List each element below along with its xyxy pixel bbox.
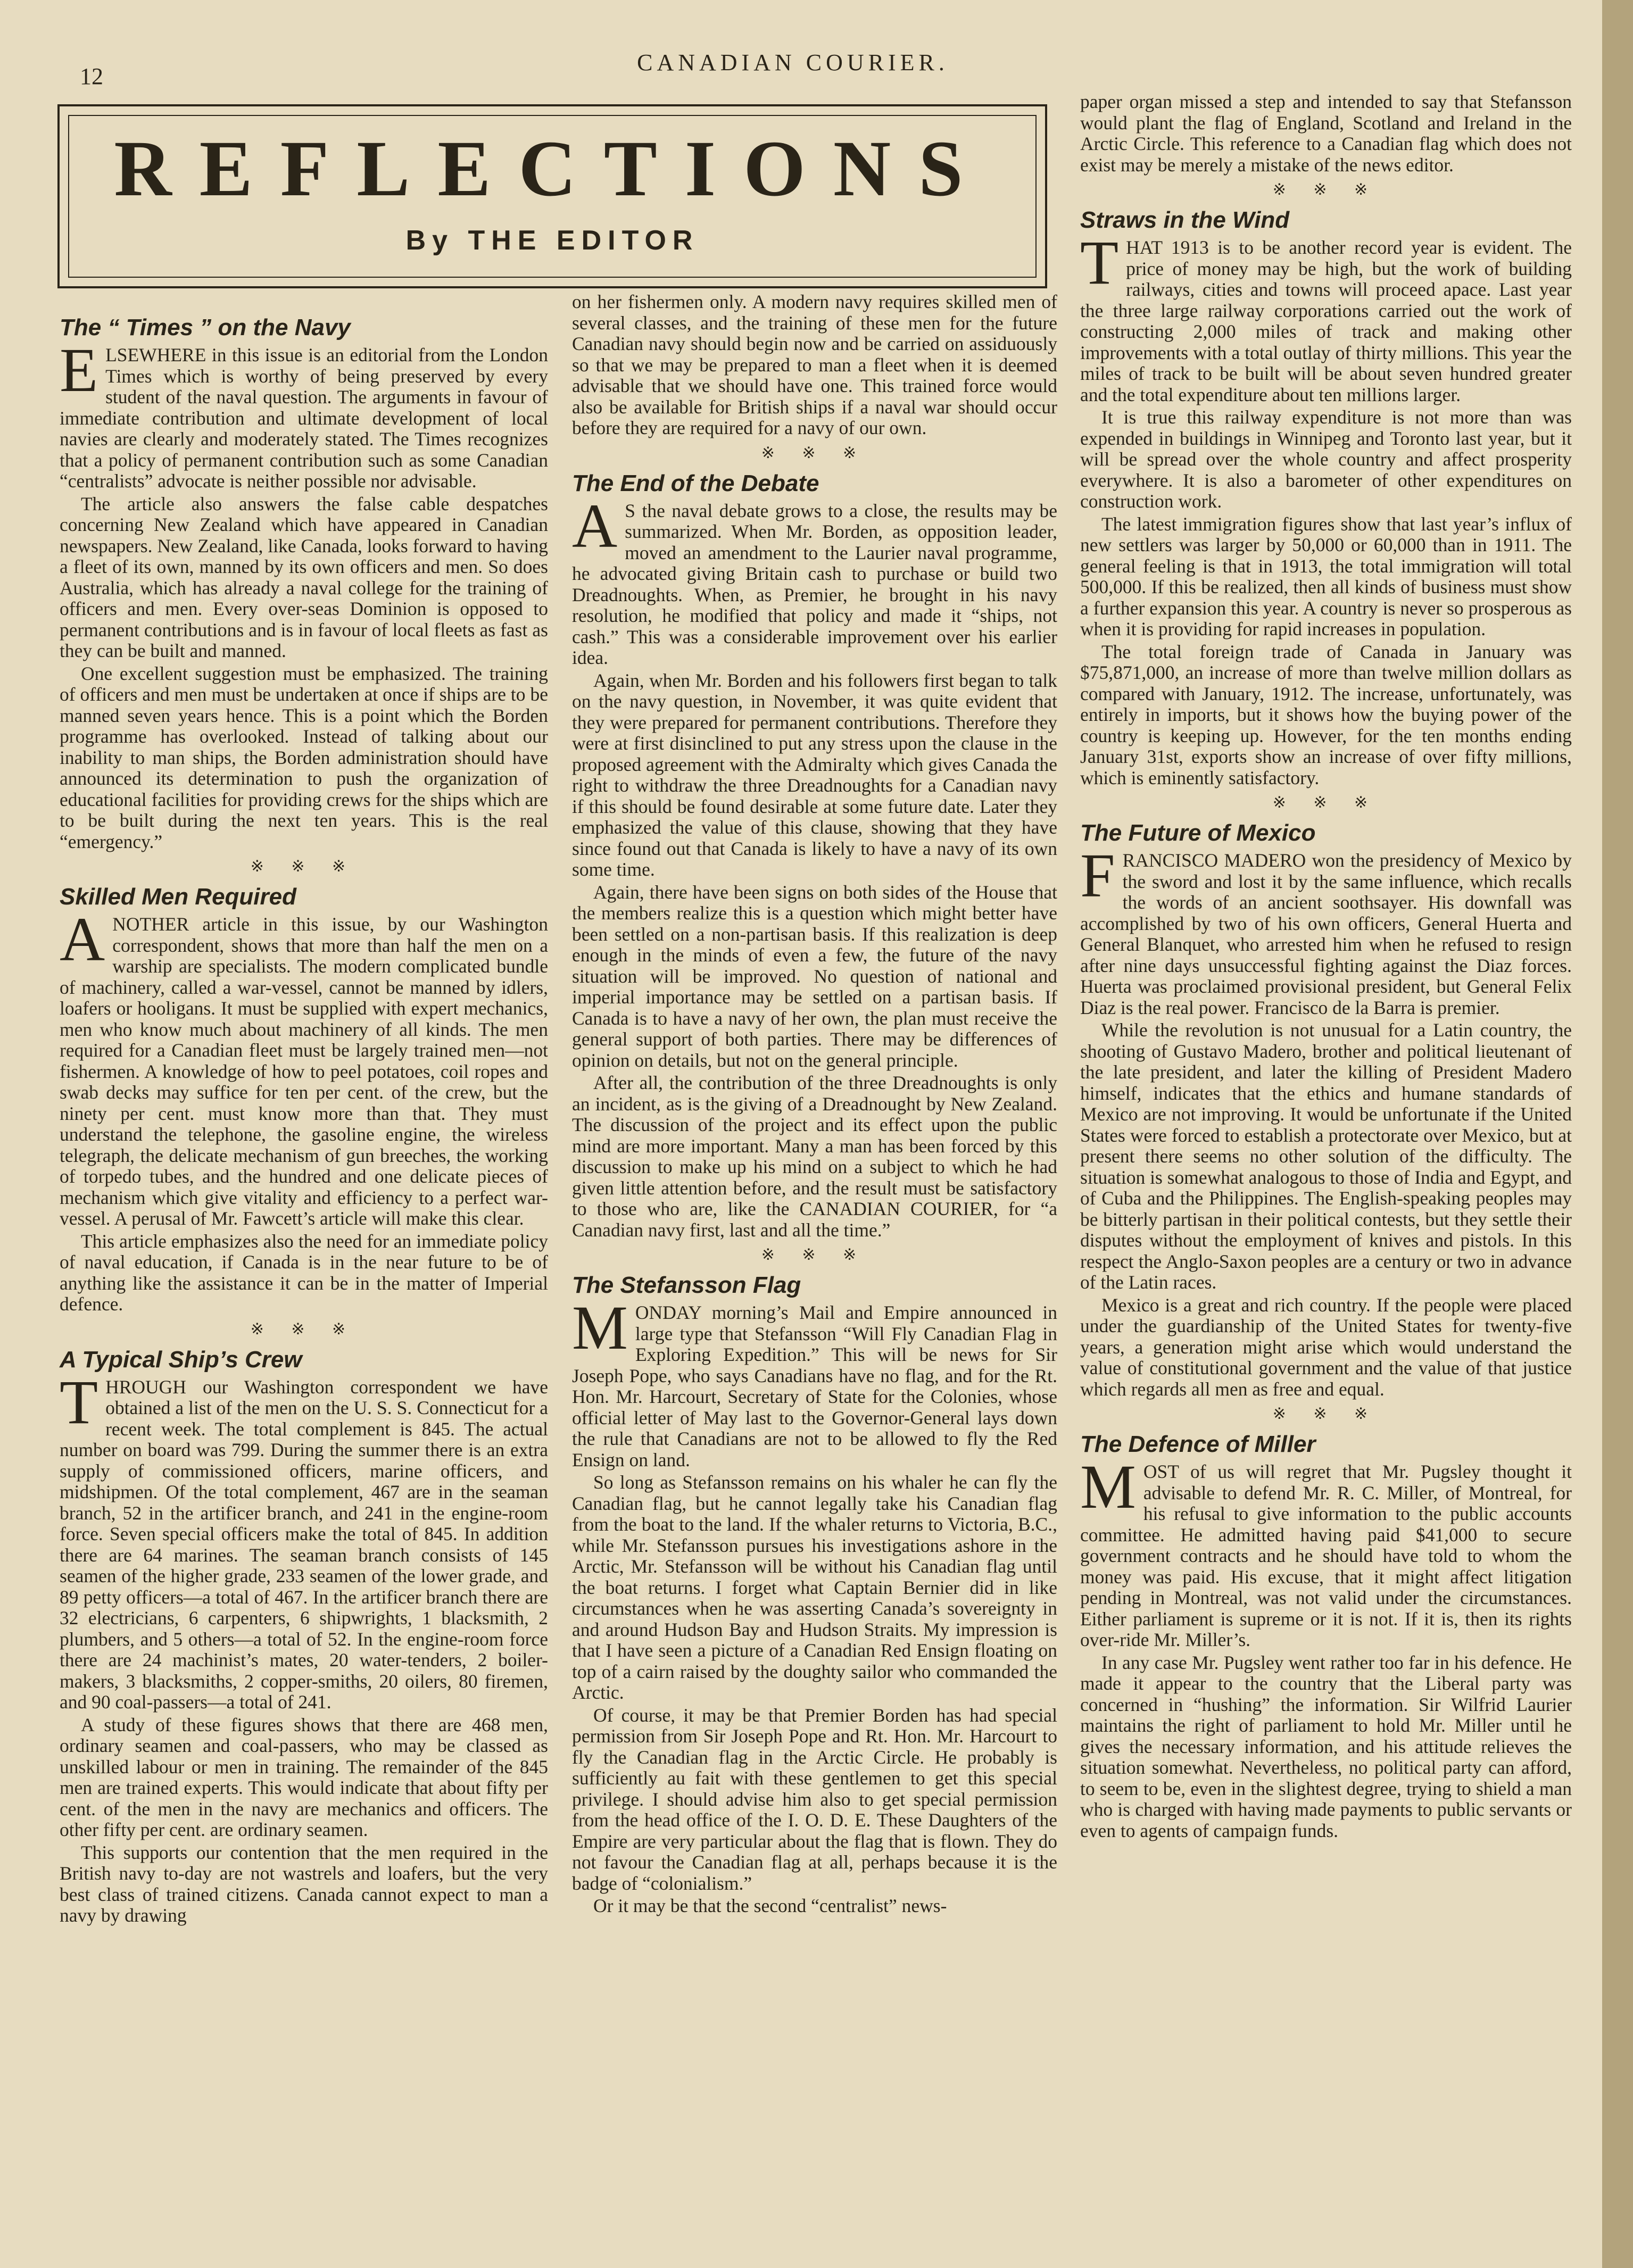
masthead-title: REFLECTIONS [114, 124, 991, 213]
column-middle [572, 292, 1057, 1918]
heading-end-debate: The End of the Debate [572, 470, 819, 496]
paragraph: In any case Mr. Pugsley went rather too far in his defence. He made it appear to the country that the Liberal party was concerned in “hushing” the information. Sir Wilfrid Laurier maintains the right of parliament to hold Mr. Miller until he gives the necessary information, and his attitude relieves the situation somewhat. Nevertheless, no political party can afford, to seem to be, even in the slightest degree, trying to shield a man who is charged with having made payments to public servants or even to agents of campaign funds. [1080, 1651, 1572, 1841]
heading-ships-crew: A Typical Ship’s Crew [60, 1346, 302, 1373]
page-number: 12 [80, 63, 103, 89]
section-divider: ※ ※ ※ [250, 1320, 358, 1338]
paragraph: MOST of us will regret that Mr. Pugsley thought it advisable to defend Mr. R. C. Miller, of Montreal, for his refusal to give information to the public accounts committee. He admitted having paid $41,000 to secure government contracts and he should have told to whom the money was paid. His excuse, that it might affect litigation pending in Montreal, was not valid under the circumstances. Either parliament is supreme or it is not. If it is, then its rights over-ride Mr. Miller’s. [1080, 1452, 1572, 1650]
section-divider: ※ ※ ※ [250, 858, 358, 875]
paragraph: The total foreign trade of Canada in January was $75,871,000, an increase of more than twelve million dollars as compared with January, 1912. The increase, unfortunately, was entirely in imports, but it shows how the buying power of the country is keeping up. However, for the ten months ending January 31st, exports show an increase of over fifty millions, which is eminently satisfactory. [1080, 641, 1572, 788]
paragraph: Of course, it may be that Premier Borden has had special permission from Sir Joseph Pope and Rt. Hon. Mr. Harcourt to fly the Canadian flag in the Arctic Circle. He probably is sufficiently au fait with these gentlemen to get this special privilege. I should advise him also to get special permission from the head office of the I. O. D. E. These Daughters of the Empire are very particular about the flag that is flown. They do not favour the Canadian flag at all, perhaps because it is the badge of “colonialism.” [572, 1704, 1057, 1894]
running-head: CANADIAN COURIER. [637, 49, 949, 76]
paragraph: The latest immigration figures show that last year’s influx of new settlers was larger by 50,000 or 60,000 than in 1911. The general feeling is that in 1913, the total immigration will total 500,000. If this be realized, then all kinds of business must show a further expansion this year. A country is never so prosperous as when it is providing for rapid increases in population. [1080, 513, 1572, 639]
heading-future-mexico: The Future of Mexico [1080, 820, 1316, 846]
section-divider: ※ ※ ※ [1272, 1405, 1380, 1423]
heading-times-navy: The “ Times ” on the Navy [60, 314, 351, 340]
paragraph: on her fishermen only. A modern navy requires skilled men of several classes, and the training of these men for the future Canadian navy should begin now and be carried on assiduously so that we may be prepared to man a fleet when it is deemed advisable that we should have one. This trained force would also be available for British ships if a naval war should occur before they are required for a navy of our own. [572, 291, 1057, 438]
paragraph: MONDAY morning’s Mail and Empire announced in large type that Stefansson “Will Fly Canadian Flag in Exploring Expedition.” This will be news for Sir Joseph Pope, who says Canadians have no flag, and for the Rt. Hon. Mr. Harcourt, Secretary of State for the Colonies, whose official letter of May last to the Governor-General lays down the rule that Canadians are not to be allowed to fly the Red Ensign on land. [572, 1293, 1057, 1471]
paragraph: THROUGH our Washington correspondent we have obtained a list of the men on the U. S. S. Connecticut for a recent week. The total complement is 845. The actual number on board was 799. During the summer there is an extra supply of commissioned officers, marine officers, and midshipmen. Of the total complement, 467 are in the seaman branch, 52 in the artificer branch, and 241 in the engine-room force. Seven special officers make the total of 845. In addition there are 64 marines. The seaman branch consists of 145 seamen of the higher grade, 233 seamen of the lower grade, and 89 petty officers—a total of 467. In the artificer branch there are 32 electricians, 6 carpenters, 6 shipwrights, 1 blacksmith, 2 plumbers, and 5 others—a total of 52. In the engine-room force there are 24 machinist’s mates, 20 water-tenders, 2 boiler-makers, 3 blacksmiths, 2 copper-smiths, 20 oilers, 80 firemen, and 90 coal-passers—a total of 241. [60, 1367, 548, 1713]
paragraph: ELSEWHERE in this issue is an editorial from the London Times which is worthy of being preserved by every student of the naval question. The arguments in favour of immediate contribution and ultimate development of local navies are clearly and moderately stated. The Times recognizes that a policy of permanent contribution such as some Canadian “centralists” advocate is neither possible nor advisable. [60, 335, 548, 492]
column-right [1080, 92, 1572, 1843]
heading-defence-miller: The Defence of Miller [1080, 1431, 1316, 1457]
paragraph: This supports our contention that the men required in the British navy to-day are not wastrels and loafers, but the very best class of trained citizens. Canada cannot expect to man a navy by drawing [60, 1841, 548, 1926]
section-divider: ※ ※ ※ [1272, 181, 1380, 198]
paragraph: After all, the contribution of the three Dreadnoughts is only an incident, as is the giving of a Dreadnought by New Zealand. The discussion of the project and its effect upon the public mind are more important. Many a man has been forced by this discussion to make up his mind on a subject to which he had given little attention before, and the result must be satisfactory to those who are, like the CANADIAN COURIER, for “a Canadian navy first, last and all the time.” [572, 1072, 1057, 1241]
column-left [60, 309, 548, 1928]
heading-skilled-men: Skilled Men Required [60, 884, 296, 910]
paragraph: Again, when Mr. Borden and his followers first began to talk on the navy question, in November, it was quite evident that they were prepared for permanent contributions. Therefore they were at first disinclined to put any stress upon the clause in the proposed agreement with the Admiralty which gives Canada the right to withdraw the three Dreadnoughts for a Canadian navy if this should be found desirable at some future date. Later they emphasized the value of this clause, showing that they have since found out that Canada is likely to have a navy of its own some time. [572, 669, 1057, 880]
paragraph: THAT 1913 is to be another record year is evident. The price of money may be high, but the work of building railways, cities and towns will proceed apace. Last year the three large railway corporations carried out the work of constructing 2,000 miles of track and making other improvements with a total outlay of thirty millions. This year the miles of track to be built will be about seven hundred greater and the total expenditure about ten millions larger. [1080, 228, 1572, 405]
reflections-masthead [57, 104, 1047, 288]
masthead-byline: By THE EDITOR [405, 225, 699, 256]
paragraph: So long as Stefansson remains on his whaler he can fly the Canadian flag, but he cannot legally take his Canadian flag from the boat to the land. If the whaler returns to Victoria, B.C., while Mr. Stefansson pursues his investigations ashore in the Arctic, Mr. Stefansson will be without his Canadian flag until the boat returns. I forget what Captain Bernier did in like circumstances when he was asserting Canada’s sovereignty in and around Hudson Bay and Hudson Straits. My impression is that I have seen a picture of a Canadian Red Ensign floating on top of a cairn raised by the doughty sailor who commanded the Arctic. [572, 1472, 1057, 1703]
section-divider: ※ ※ ※ [1272, 794, 1380, 811]
paragraph: Again, there have been signs on both sides of the House that the members realize this is a question which might better have been settled on a non-partisan basis. If this realization is deep enough in the minds of even a few, the future of the navy situation will be improved. No question of national and imperial importance may be settled on a partisan basis. If Canada is to have a navy of her own, the plan must receive the general support of both parties. There may be differences of opinion on details, but not on the general principle. [572, 881, 1057, 1071]
paragraph: This article emphasizes also the need for an immediate policy of naval education, if Canada is in the near future to be of anything like the assistance it can be in the matter of Imperial defence. [60, 1230, 548, 1315]
binding-edge [1602, 0, 1633, 2268]
paragraph: paper organ missed a step and intended to say that Stefansson would plant the flag of England, Scotland and Ireland in the Arctic Circle. This reference to a Canadian flag which does not exist may be merely a mistake of the news editor. [1080, 91, 1572, 176]
paragraph: Or it may be that the second “centralist” news- [593, 1895, 947, 1916]
heading-stefansson-flag: The Stefansson Flag [572, 1272, 801, 1298]
paragraph: AS the naval debate grows to a close, the results may be summarized. When Mr. Borden, as opposition leader, moved an amendment to the Laurier naval programme, he advocated giving Britain cash to purchase or build two Dreadnoughts. When, as Premier, he brought in his navy resolution, he modified that policy and made it “ships, not cash.” This was a considerable improvement over his earlier idea. [572, 491, 1057, 668]
paragraph: ANOTHER article in this issue, by our Washington correspondent, shows that more than half the men on a warship are specialists. The modern complicated bundle of machinery, called a war-vessel, cannot be manned by idlers, loafers or hooligans. It must be supplied with expert mechanics, men who know much about machinery of all kinds. The men required for a Canadian fleet must be largely trained men—not fishermen. A knowledge of how to peel potatoes, coil ropes and swab decks may suffice for ten per cent. of the crew, but the ninety per cent. must know more than that. They must understand the telephone, the gasoline engine, the wireless telegraph, the delicate mechanism of gun breeches, the working of torpedo tubes, and the hundred and one delicate pieces of mechanism which give vitality and efficiency to a perfect war-vessel. A perusal of Mr. Fawcett’s article will make this clear. [60, 904, 548, 1229]
heading-straws-wind: Straws in the Wind [1080, 207, 1290, 233]
section-divider: ※ ※ ※ [761, 444, 868, 462]
paragraph: A study of these figures shows that there are 468 men, ordinary seamen and coal-passers, who may be classed as unskilled labour or men in training. The remainder of the 845 men are trained experts. This would indicate that about fifty per cent. of the men in the navy are mechanics and officers. The other fifty per cent. are ordinary seamen. [60, 1714, 548, 1840]
paragraph: One excellent suggestion must be emphasized. The training of officers and men must be undertaken at once if ships are to be manned seven years hence. This is a point which the Borden programme has overlooked. Instead of talking about our inability to man ships, the Borden administration should have announced its determination to push the organization of educational facilities for providing crews for the ships which are to be built during the next ten years. This is the real “emergency.” [60, 662, 548, 852]
paragraph: Mexico is a great and rich country. If the people were placed under the guardianship of the United States for twenty-five years, a generation might arise which would understand the value of constitutional government and the value of that justice which regards all men as free and equal. [1080, 1294, 1572, 1400]
paragraph: It is true this railway expenditure is not more than was expended in buildings in Winnipeg and Toronto last year, but it will be spread over the whole country and affect prosperity everywhere. It is also a barometer of other expenditures on construction work. [1080, 406, 1572, 512]
paragraph: FRANCISCO MADERO won the presidency of Mexico by the sword and lost it by the same influence, which recalls the words of an ancient soothsayer. His downfall was accomplished by two of his own officers, General Huerta and General Blanquet, who arrested him when he refused to resign after nine days unsuccessful fighting against the Diaz forces. Huerta was proclaimed provisional president, but General Felix Diaz is the real power. Francisco de la Barra is premier. [1080, 841, 1572, 1018]
paragraph: The article also answers the false cable despatches concerning New Zealand which have appeared in Canadian newspapers. New Zealand, like Canada, looks forward to having a fleet of its own, manned by its own officers and men. So does Australia, which has already a naval college for the training of officers and men. Every over-seas Dominion is opposed to permanent contributions and is in favour of local fleets as fast as they can be built and manned. [60, 493, 548, 661]
paragraph: While the revolution is not unusual for a Latin country, the shooting of Gustavo Madero, brother and political lieutenant of the late president, and later the killing of President Madero himself, indicates that the ethics and humane standards of Mexico are not improving. It would be unfortunate if the United States were forced to establish a protectorate over Mexico, but at present there seems no other solution of the difficulty. The situation is somewhat analogous to those of India and Egypt, and of Cuba and the Philippines. The English-speaking peoples may be bitterly partisan in their political contests, but they settle their disputes without the employment of knives and pistols. In this respect the Anglo-Saxon peoples are a century or two in advance of the Latin races. [1080, 1019, 1572, 1293]
section-divider: ※ ※ ※ [761, 1246, 868, 1264]
